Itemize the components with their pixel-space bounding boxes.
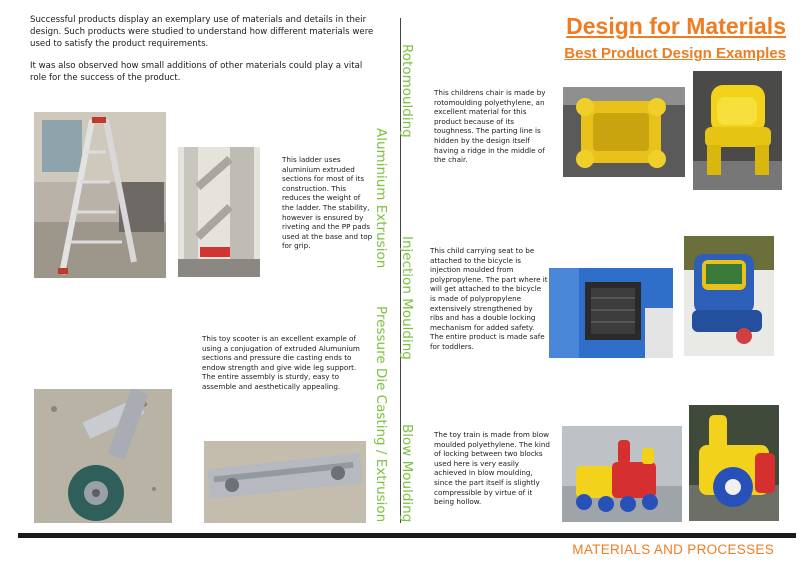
chair-description: This childrens chair is made by rotomoulding polyethylene, an excellent material for this product because of its toughness. The parting line is hidden by the design itself having a ridge in the middle of the chair.	[434, 88, 546, 165]
toy-train-photo	[562, 426, 682, 522]
label-blow-moulding: Blow Moulding	[399, 424, 415, 523]
page-header	[564, 12, 786, 65]
scooter-photo	[34, 389, 172, 523]
label-rotomoulding: Rotomoulding	[399, 44, 415, 138]
toy-train-closeup-photo	[689, 405, 779, 521]
footer-bar	[18, 533, 796, 538]
intro-paragraph-2: It was also observed how small additions of other materials could play a vital role for the success of the product.	[30, 61, 363, 83]
page-subtitle: Best Product Design Examples	[564, 45, 786, 62]
chair-underside-photo	[563, 87, 685, 177]
chair-front-photo	[693, 71, 782, 190]
label-injection-moulding: Injection Moulding	[399, 236, 415, 360]
intro-paragraph-1: Successful products display an exemplary use of materials and details in their design. Such products were studied to understand how different materials were used to satisfy the product requirements.	[30, 15, 374, 49]
page-title: Design for Materials	[566, 13, 786, 39]
intro-text	[30, 14, 380, 94]
train-description: The toy train is made from blow moulded polyethylene. The kind of locking between two blocks used here is very easily achieved in blow moulding, since the part itself is slightly compressible by virtue of it being hollow.	[434, 430, 550, 507]
scooter-deck-photo	[204, 441, 366, 523]
label-aluminium-extrusion: Aluminium Extrusion	[373, 128, 389, 269]
child-seat-mount-photo	[549, 268, 673, 358]
ladder-description: This ladder uses aluminium extruded sections for most of its construction. This reduces the weight of the ladder. The stability, however is ensured by riveting and the PP pads used at the base and top for grip.	[282, 155, 373, 251]
child-seat-description: This child carrying seat to be attached to the bicycle is injection moulded from polypropylene. The part where it will get attached to the bicycle is made of polypropylene extensively strengthened by ribs and has a double locking mechanism for added safety. The entire product is made safe for toddlers.	[430, 246, 548, 351]
scooter-description: This toy scooter is an excellent example of using a conjugation of extruded Alumunium sections and pressure die casting ends to endow strength and give wide leg support. The entire assembly is sturdy, easy to assemble and aesthetically appealing.	[202, 334, 360, 391]
label-pressure-die-casting: Pressure Die Casting / Extrusion	[373, 306, 389, 523]
ladder-photo	[34, 112, 166, 278]
footer-label: MATERIALS AND PROCESSES	[572, 542, 774, 557]
child-seat-photo	[684, 236, 774, 356]
ladder-detail-photo	[178, 147, 260, 277]
